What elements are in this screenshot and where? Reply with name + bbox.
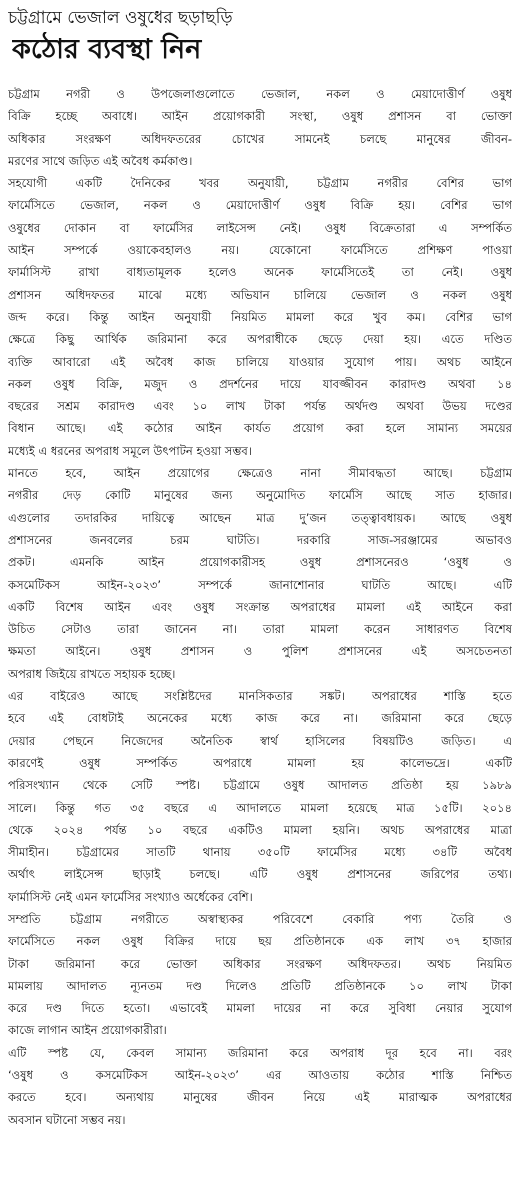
text-line: কারণেই ওষুধ সম্পর্কিত অপরাধে মামলা হয় কালেভদ্রে। একটি bbox=[8, 755, 512, 770]
paragraph-1 bbox=[8, 83, 512, 172]
text-line: মামলায় আদালত ন্যূনতম দণ্ড দিলেও প্রতিটি প্রতিষ্ঠানকে ১০ লাখ টাকা bbox=[8, 978, 512, 993]
text-line: প্রশাসন অধিদফতর মাঝে মধ্যে অভিযান চালিয়ে ভেজাল ও নকল ওষুধ bbox=[8, 287, 512, 302]
text-line: দেয়ার পেছনে নিজেদের অনৈতিক স্বার্থ হাসিলের বিষয়টিও জড়িত। এ bbox=[8, 733, 512, 748]
text-line: একটি বিশেষ আইন এবং ওষুধ সংক্রান্ত অপরাধের মামলা এই আইনে করা bbox=[8, 599, 512, 614]
text-line: ক্ষেত্রে কিছু আর্থিক জরিমানা করে অপরাধীকে ছেড়ে দেয়া হয়। এতে দণ্ডিত bbox=[8, 332, 512, 347]
text-line: চট্টগ্রাম নগরী ও উপজেলাগুলোতে ভেজাল, নকল ও মেয়াদোত্তীর্ণ ওষুধ bbox=[8, 87, 512, 101]
text-line: ক্ষমতা আইনে। ওষুধ প্রশাসন ও পুলিশ প্রশাসনের এই অসচেতনতা bbox=[8, 644, 512, 659]
kicker-heading: চট্টগ্রামে ভেজাল ওষুধের ছড়াছড়ি bbox=[8, 8, 233, 28]
text-line: ‘ওষুধ ও কসমেটিকস আইন-২০২৩’ এর আওতায় কঠোর শাস্তি নিশ্চিত bbox=[8, 1068, 512, 1083]
text-line: জব্দ করে। কিন্তু আইন অনুযায়ী নিয়মিত মামলা করে খুব কম। বেশির ভাগ bbox=[8, 309, 512, 324]
article-body bbox=[8, 83, 512, 1131]
text-line: বিক্রি হচ্ছে অবাধে। আইন প্রয়োগকারী সংস্থা, ওষুধ প্রশাসন বা ভোক্তা bbox=[8, 109, 512, 124]
text-line: হবে এই বোধটাই অনেকের মধ্যে কাজ করে না। জরিমানা করে ছেড়ে bbox=[8, 711, 512, 726]
text-line: মরণের সাথে জড়িত এই অবৈধ কর্মকাণ্ড। bbox=[8, 153, 193, 168]
text-line: এটি স্পষ্ট যে, কেবল সামান্য জরিমানা করে অপরাধ দূর হবে না। বরং bbox=[8, 1045, 512, 1060]
text-line: এর বাইরেও আছে সংশ্লিষ্টদের মানসিকতার সঙ্কট। অপরাধের শাস্তি হতে bbox=[8, 689, 512, 704]
text-line: সহযোগী একটি দৈনিকের খবর অনুযায়ী, চট্টগ্রাম নগরীর বেশির ভাগ bbox=[8, 176, 512, 191]
text-line: ব্যক্তি আবারো এই অবৈধ কাজ চালিয়ে যাওয়ার সুযোগ পায়। অথচ আইনে bbox=[8, 354, 512, 369]
text-line: ওষুধের দোকান বা ফার্মেসির লাইসেন্স নেই। ওষুধ বিক্রেতারা এ সম্পর্কিত bbox=[8, 220, 512, 235]
text-line: কাজে লাগান আইন প্রয়োগকারীরা। bbox=[8, 1023, 167, 1038]
text-line: নগরীর দেড় কোটি মানুষের জন্য অনুমোদিত ফার্মেসি আছে সাত হাজার। bbox=[8, 488, 512, 503]
text-line: সীমাহীন। চট্টগ্রামের সাতটি থানায় ৩৫০টি ফার্মেসির মধ্যে ৩৪টি অবৈধ bbox=[8, 845, 512, 860]
text-line: কসমেটিকস আইন-২০২৩’ সম্পর্কে জানাশোনার ঘাটতি আছে। এটি bbox=[8, 577, 512, 592]
text-line: করে দণ্ড দিতে হতো। এভাবেই মামলা দায়ের না করে সুবিধা নেয়ার সুযোগ bbox=[8, 1001, 512, 1016]
text-line: উচিত সেটাও তারা জানেন না। তারা মামলা করেন সাধারণত বিশেষ bbox=[8, 622, 512, 637]
text-line: আইন সম্পর্কে ওয়াকেবহালও নয়। যেকোনো ফার্মেসিতে প্রশিক্ষণ পাওয়া bbox=[8, 243, 512, 258]
text-line: পরিসংখ্যান থেকে সেটি স্পষ্ট। চট্টগ্রামে ওষুধ আদালত প্রতিষ্ঠা হয় ১৯৮৯ bbox=[8, 778, 512, 793]
text-line: অবসান ঘটানো সম্ভব নয়। bbox=[8, 1112, 126, 1127]
text-line: মানতে হবে, আইন প্রয়োগের ক্ষেত্রেও নানা সীমাবদ্ধতা আছে। চট্টগ্রাম bbox=[8, 466, 512, 481]
paragraph-6 bbox=[8, 1042, 512, 1131]
text-line: অধিকার সংরক্ষণ অধিদফতরের চোখের সামনেই চলছে মানুষের জীবন- bbox=[8, 131, 512, 146]
text-line: ফার্মাসিস্ট নেই এমন ফার্মেসির সংখ্যাও অর্ধেকের বেশি। bbox=[8, 889, 253, 904]
text-line: অর্থাৎ লাইসেন্স ছাড়াই চলছে। এটি ওষুধ প্রশাসনের জরিপের তথ্য। bbox=[8, 867, 512, 882]
paragraph-4 bbox=[8, 685, 512, 908]
text-line: করতে হবে। অন্যথায় মানুষের জীবন নিয়ে এই মারাত্মক অপরাধের bbox=[8, 1090, 512, 1105]
text-line: সালে। কিন্তু গত ৩৫ বছরে এ আদালতে মামলা হয়েছে মাত্র ১৫টি। ২০১৪ bbox=[8, 800, 512, 815]
text-line: প্রশাসনের জনবলের চরম ঘাটতি। দরকারি সাজ-সরঞ্জামের অভাবও bbox=[8, 532, 512, 547]
headline: কঠোর ব্যবস্থা নিন bbox=[12, 34, 202, 65]
text-line: প্রকট। এমনকি আইন প্রয়োগকারীসহ ওষুধ প্রশাসনেরও ‘ওষুধ ও bbox=[8, 555, 512, 570]
text-line: অপরাধ জিইয়ে রাখতে সহায়ক হচ্ছে। bbox=[8, 666, 176, 681]
text-line: বছরের সশ্রম কারাদণ্ড এবং ১০ লাখ টাকা পর্যন্ত অর্থদণ্ড অথবা উভয় দণ্ডের bbox=[8, 399, 512, 414]
paragraph-2 bbox=[8, 172, 512, 462]
text-line: ফার্মেসিতে নকল ওষুধ বিক্রির দায়ে ছয় প্রতিষ্ঠানকে এক লাখ ৩৭ হাজার bbox=[8, 934, 512, 949]
text-line: সম্প্রতি চট্টগ্রাম নগরীতে অস্বাস্থ্যকর পরিবেশে বেকারি পণ্য তৈরি ও bbox=[8, 911, 512, 926]
text-line: বিধান আছে। এই কঠোর আইন কার্যত প্রয়োগ করা হলে সামান্য সময়ের bbox=[8, 421, 512, 436]
text-line: থেকে ২০২৪ পর্যন্ত ১০ বছরে একটিও মামলা হয়নি। অথচ অপরাধের মাত্রা bbox=[8, 822, 512, 837]
text-line: নকল ওষুধ বিক্রি, মজুদ ও প্রদর্শনের দায়ে যাবজ্জীবন কারাদণ্ড অথবা ১৪ bbox=[8, 376, 512, 391]
text-line: ফার্মাসিস্ট রাখা বাধ্যতামূলক হলেও অনেক ফার্মেসিতেই তা নেই। ওষুধ bbox=[8, 265, 512, 280]
paragraph-5 bbox=[8, 908, 512, 1042]
text-line: এগুলোর তদারকির দায়িত্বে আছেন মাত্র দু’জন তত্ত্বাবধায়ক। আছে ওষুধ bbox=[8, 510, 512, 525]
paragraph-3 bbox=[8, 462, 512, 685]
text-line: টাকা জরিমানা করে ভোক্তা অধিকার সংরক্ষণ অধিদফতর। অথচ নিয়মিত bbox=[8, 956, 512, 971]
text-line: মধ্যেই এ ধরনের অপরাধ সমূলে উৎপাটন হওয়া সম্ভব। bbox=[8, 443, 252, 458]
text-line: ফার্মেসিতে ভেজাল, নকল ও মেয়াদোত্তীর্ণ ওষুধ বিক্রি হয়। বেশির ভাগ bbox=[8, 198, 512, 213]
